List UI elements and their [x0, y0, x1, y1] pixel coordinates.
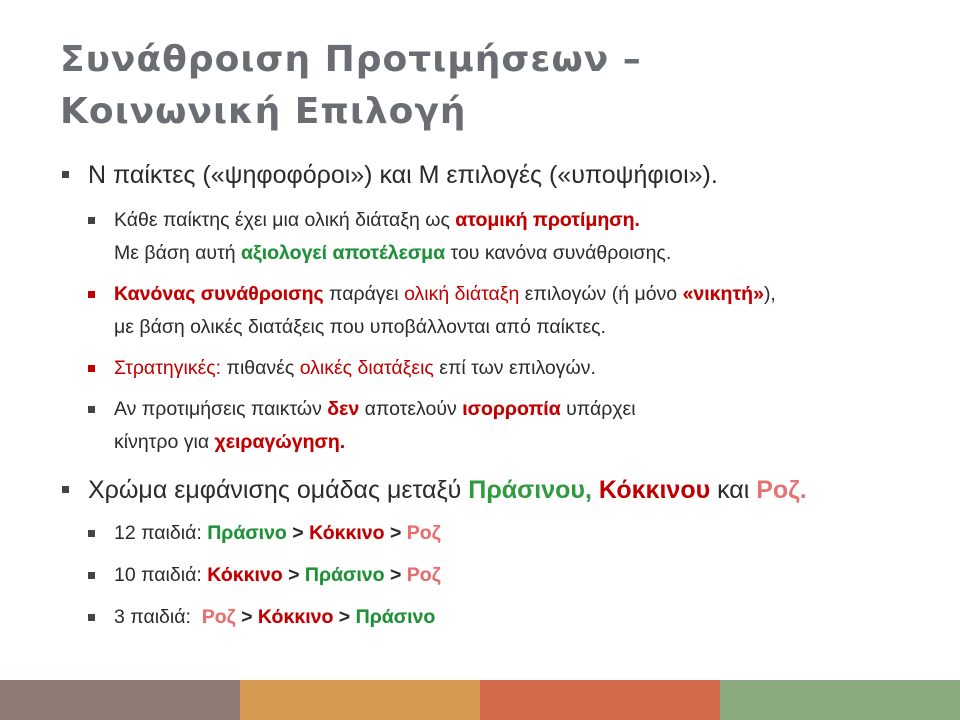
slide-body	[60, 158, 940, 634]
choice-red: Κόκκινο	[257, 606, 334, 628]
greater-than: >	[333, 606, 356, 628]
text: ),	[763, 283, 776, 305]
bullet-square-icon	[88, 572, 95, 579]
group-label: 10 παιδιά:	[114, 564, 208, 586]
text: επί των επιλογών.	[433, 357, 596, 379]
text: αποτελούν	[359, 398, 463, 420]
highlight-total-order: ολική διάταξη	[404, 283, 520, 305]
highlight-equilibrium: ισορροπία	[462, 398, 561, 420]
group-label: 3 παιδιά:	[114, 606, 202, 628]
slide-title-line-2: Κοινωνική Επιλογή	[60, 91, 467, 132]
highlight-aggregation-rule: Κανόνας συνάθροισης	[114, 283, 324, 305]
sub-bullet-3-children	[60, 601, 940, 634]
highlight-manipulation: χειραγώγηση	[214, 431, 340, 453]
footer-segment-taupe	[0, 680, 240, 720]
bullet-square-icon	[88, 614, 95, 621]
bullet-text: Ν παίκτες («ψηφοφόροι») και Μ επιλογές («υποψήφιοι»).	[88, 161, 718, 189]
text: επιλογών (ή μόνο	[519, 283, 683, 305]
sub-bullet-strategies	[60, 352, 940, 385]
bullet-square-icon	[88, 530, 95, 537]
text: υπάρχει	[560, 398, 636, 420]
text: του κανόνα συνάθροισης.	[445, 242, 672, 264]
choice-green: Πράσινο	[355, 606, 436, 628]
choice-red: Κόκκινο	[309, 522, 385, 544]
group-label: 12 παιδιά:	[114, 522, 208, 544]
highlight-green: Πράσινου,	[468, 476, 592, 504]
highlight-winner: «νικητή»	[682, 283, 764, 305]
greater-than: >	[384, 522, 407, 544]
text: παράγει	[323, 283, 405, 305]
text: Με βάση αυτή	[114, 242, 242, 264]
footer-segment-ochre	[240, 680, 480, 720]
sub-bullet-10-children	[60, 559, 940, 592]
highlight-not: δεν	[327, 398, 360, 420]
text: με βάση ολικές διατάξεις που υποβάλλονται από παίκτες.	[114, 316, 606, 338]
bullet-square-icon	[88, 217, 95, 224]
slide-title	[60, 34, 920, 138]
choice-pink: Ροζ	[406, 564, 441, 586]
bullet-square-icon	[62, 171, 69, 178]
choice-pink: Ροζ	[201, 606, 236, 628]
bullet-square-icon	[88, 406, 95, 413]
footer-segment-terracotta	[480, 680, 720, 720]
choice-green: Πράσινο	[207, 522, 287, 544]
bullet-square-icon	[88, 291, 95, 298]
text: και	[710, 476, 757, 504]
highlight-pink: Ροζ.	[756, 476, 807, 504]
text: .	[339, 431, 346, 453]
highlight-evaluates-outcome: αξιολογεί αποτέλεσμα	[241, 242, 446, 264]
sub-bullet-aggregation-rule	[60, 278, 940, 344]
highlight-red: Κόκκινου	[598, 476, 711, 504]
greater-than: >	[282, 564, 305, 586]
highlight-total-orders: ολικές διατάξεις	[299, 357, 434, 379]
greater-than: >	[235, 606, 258, 628]
highlight-strategies: Στρατηγικές:	[114, 357, 222, 379]
choice-pink: Ροζ	[406, 522, 441, 544]
bullet-square-icon	[88, 365, 95, 372]
text: κίνητρο για	[114, 431, 215, 453]
greater-than: >	[286, 522, 310, 544]
bullet-square-icon	[62, 486, 69, 493]
sub-bullet-12-children	[60, 517, 940, 550]
highlight-individual-preference: ατομική προτίμηση	[455, 209, 635, 231]
greater-than: >	[384, 564, 407, 586]
choice-red: Κόκκινο	[207, 564, 283, 586]
slide-title-line-1: Συνάθροιση Προτιμήσεων –	[60, 39, 642, 80]
bullet-players-options	[60, 158, 940, 192]
sub-bullet-individual-preference	[60, 204, 940, 270]
footer-segment-sage	[720, 680, 960, 720]
text: Χρώμα εμφάνισης ομάδας μεταξύ	[88, 476, 469, 504]
footer-color-bar	[0, 680, 960, 720]
text: .	[634, 209, 640, 231]
text: πιθανές	[221, 357, 300, 379]
bullet-team-color	[60, 473, 940, 507]
sub-bullet-manipulation	[60, 393, 940, 459]
choice-green: Πράσινο	[304, 564, 385, 586]
text: Αν προτιμήσεις παικτών	[114, 398, 328, 420]
text: Κάθε παίκτης έχει μια ολική διάταξη ως	[114, 209, 456, 231]
